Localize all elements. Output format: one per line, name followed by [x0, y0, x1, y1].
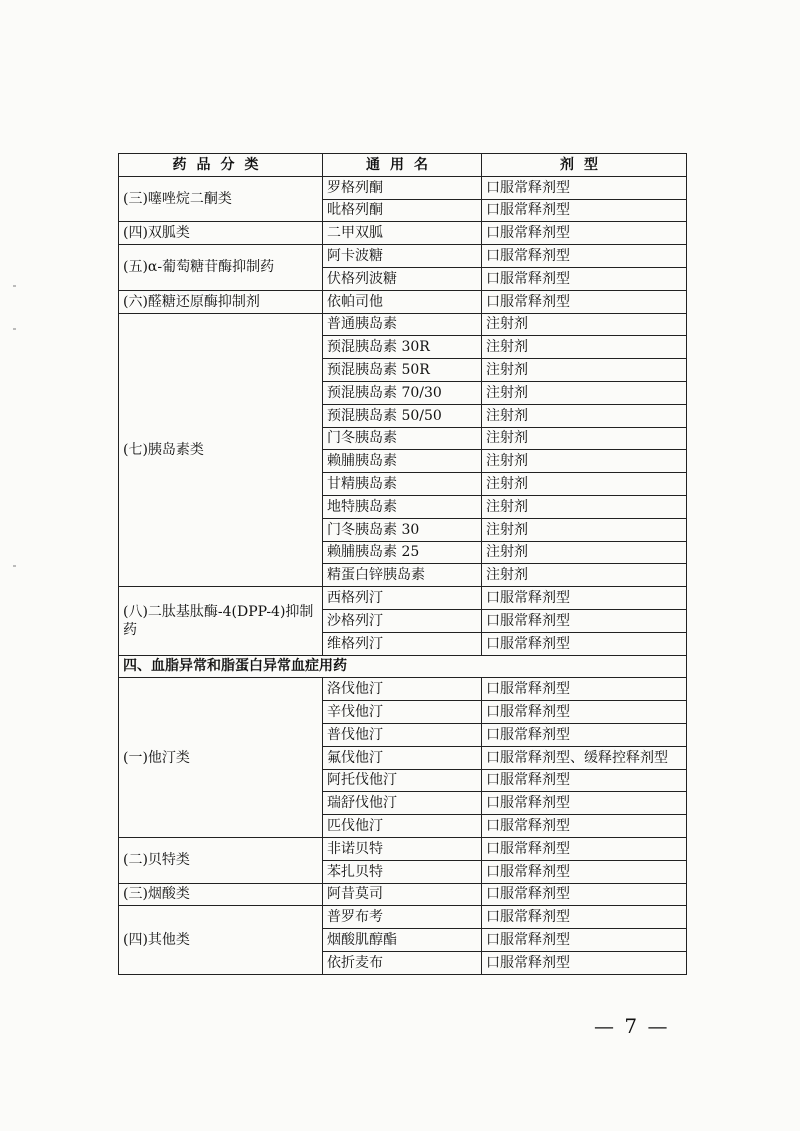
generic-name-cell: 依帕司他 — [323, 290, 482, 313]
generic-name-cell: 赖脯胰岛素 — [323, 450, 482, 473]
dosage-form-cell: 口服常释剂型 — [482, 929, 687, 952]
generic-name-cell: 甘精胰岛素 — [323, 473, 482, 496]
generic-name-cell: 门冬胰岛素 30 — [323, 518, 482, 541]
generic-name-cell: 匹伐他汀 — [323, 815, 482, 838]
category-cell: (一)他汀类 — [119, 678, 323, 838]
dosage-form-cell: 注射剂 — [482, 313, 687, 336]
dosage-form-cell: 注射剂 — [482, 336, 687, 359]
dosage-form-cell: 口服常释剂型 — [482, 222, 687, 245]
generic-name-cell: 辛伐他汀 — [323, 701, 482, 724]
dosage-form-cell: 口服常释剂型 — [482, 769, 687, 792]
header-dosage-form: 剂型 — [482, 154, 687, 177]
generic-name-cell: 赖脯胰岛素 25 — [323, 541, 482, 564]
dosage-form-cell: 口服常释剂型 — [482, 951, 687, 974]
generic-name-cell: 伏格列波糖 — [323, 267, 482, 290]
table-row — [119, 883, 687, 906]
generic-name-cell: 沙格列汀 — [323, 609, 482, 632]
dosage-form-cell: 注射剂 — [482, 427, 687, 450]
drug-table — [118, 153, 687, 975]
generic-name-cell: 普通胰岛素 — [323, 313, 482, 336]
dosage-form-cell: 口服常释剂型 — [482, 906, 687, 929]
category-cell: (三)烟酸类 — [119, 883, 323, 906]
dosage-form-cell: 注射剂 — [482, 518, 687, 541]
dosage-form-cell: 注射剂 — [482, 473, 687, 496]
table-row — [119, 906, 687, 929]
dosage-form-cell: 口服常释剂型 — [482, 678, 687, 701]
generic-name-cell: 普伐他汀 — [323, 723, 482, 746]
dosage-form-cell: 注射剂 — [482, 450, 687, 473]
table-row — [119, 222, 687, 245]
dosage-form-cell: 口服常释剂型 — [482, 176, 687, 199]
generic-name-cell: 预混胰岛素 50R — [323, 359, 482, 382]
table-row — [119, 678, 687, 701]
dosage-form-cell: 口服常释剂型 — [482, 723, 687, 746]
generic-name-cell: 瑞舒伐他汀 — [323, 792, 482, 815]
dosage-form-cell: 口服常释剂型 — [482, 792, 687, 815]
category-cell: (八)二肽基肽酶-4(DPP-4)抑制药 — [119, 587, 323, 655]
section-row — [119, 655, 687, 678]
dosage-form-cell: 注射剂 — [482, 495, 687, 518]
category-cell: (六)醛糖还原酶抑制剂 — [119, 290, 323, 313]
table-header-row — [119, 154, 687, 177]
generic-name-cell: 门冬胰岛素 — [323, 427, 482, 450]
generic-name-cell: 精蛋白锌胰岛素 — [323, 564, 482, 587]
generic-name-cell: 普罗布考 — [323, 906, 482, 929]
dosage-form-cell: 注射剂 — [482, 564, 687, 587]
scan-mark — [13, 565, 16, 567]
category-cell: (二)贝特类 — [119, 837, 323, 883]
dosage-form-cell: 口服常释剂型 — [482, 815, 687, 838]
dosage-form-cell: 口服常释剂型 — [482, 245, 687, 268]
dosage-form-cell: 注射剂 — [482, 404, 687, 427]
dosage-form-cell: 口服常释剂型 — [482, 290, 687, 313]
generic-name-cell: 罗格列酮 — [323, 176, 482, 199]
page-number: — 7 — — [594, 1014, 670, 1038]
generic-name-cell: 西格列汀 — [323, 587, 482, 610]
generic-name-cell: 阿卡波糖 — [323, 245, 482, 268]
dosage-form-cell: 口服常释剂型 — [482, 587, 687, 610]
dosage-form-cell: 注射剂 — [482, 541, 687, 564]
dosage-form-cell: 口服常释剂型 — [482, 701, 687, 724]
dosage-form-cell: 口服常释剂型 — [482, 632, 687, 655]
scan-mark — [13, 328, 16, 330]
generic-name-cell: 阿托伐他汀 — [323, 769, 482, 792]
dosage-form-cell: 口服常释剂型 — [482, 883, 687, 906]
dosage-form-cell: 口服常释剂型 — [482, 860, 687, 883]
generic-name-cell: 非诺贝特 — [323, 837, 482, 860]
table-row — [119, 290, 687, 313]
table-row — [119, 313, 687, 336]
generic-name-cell: 维格列汀 — [323, 632, 482, 655]
table-body — [119, 176, 687, 974]
generic-name-cell: 依折麦布 — [323, 951, 482, 974]
table-row — [119, 837, 687, 860]
dosage-form-cell: 口服常释剂型 — [482, 837, 687, 860]
generic-name-cell: 地特胰岛素 — [323, 495, 482, 518]
generic-name-cell: 预混胰岛素 50/50 — [323, 404, 482, 427]
generic-name-cell: 烟酸肌醇酯 — [323, 929, 482, 952]
generic-name-cell: 氟伐他汀 — [323, 746, 482, 769]
generic-name-cell: 预混胰岛素 30R — [323, 336, 482, 359]
generic-name-cell: 吡格列酮 — [323, 199, 482, 222]
table-row — [119, 176, 687, 199]
section-title: 四、血脂异常和脂蛋白异常血症用药 — [119, 655, 687, 678]
category-cell: (五)α-葡萄糖苷酶抑制药 — [119, 245, 323, 291]
dosage-form-cell: 口服常释剂型 — [482, 267, 687, 290]
category-cell: (四)其他类 — [119, 906, 323, 974]
category-cell: (四)双胍类 — [119, 222, 323, 245]
generic-name-cell: 二甲双胍 — [323, 222, 482, 245]
generic-name-cell: 阿昔莫司 — [323, 883, 482, 906]
dosage-form-cell: 口服常释剂型、缓释控释剂型 — [482, 746, 687, 769]
table-row — [119, 245, 687, 268]
scan-mark — [13, 285, 16, 287]
generic-name-cell: 苯扎贝特 — [323, 860, 482, 883]
generic-name-cell: 预混胰岛素 70/30 — [323, 381, 482, 404]
header-generic-name: 通用名 — [323, 154, 482, 177]
category-cell: (三)噻唑烷二酮类 — [119, 176, 323, 222]
dosage-form-cell: 口服常释剂型 — [482, 199, 687, 222]
category-cell: (七)胰岛素类 — [119, 313, 323, 587]
dosage-form-cell: 口服常释剂型 — [482, 609, 687, 632]
dosage-form-cell: 注射剂 — [482, 381, 687, 404]
header-category: 药品分类 — [119, 154, 323, 177]
generic-name-cell: 洛伐他汀 — [323, 678, 482, 701]
table-row — [119, 587, 687, 610]
dosage-form-cell: 注射剂 — [482, 359, 687, 382]
